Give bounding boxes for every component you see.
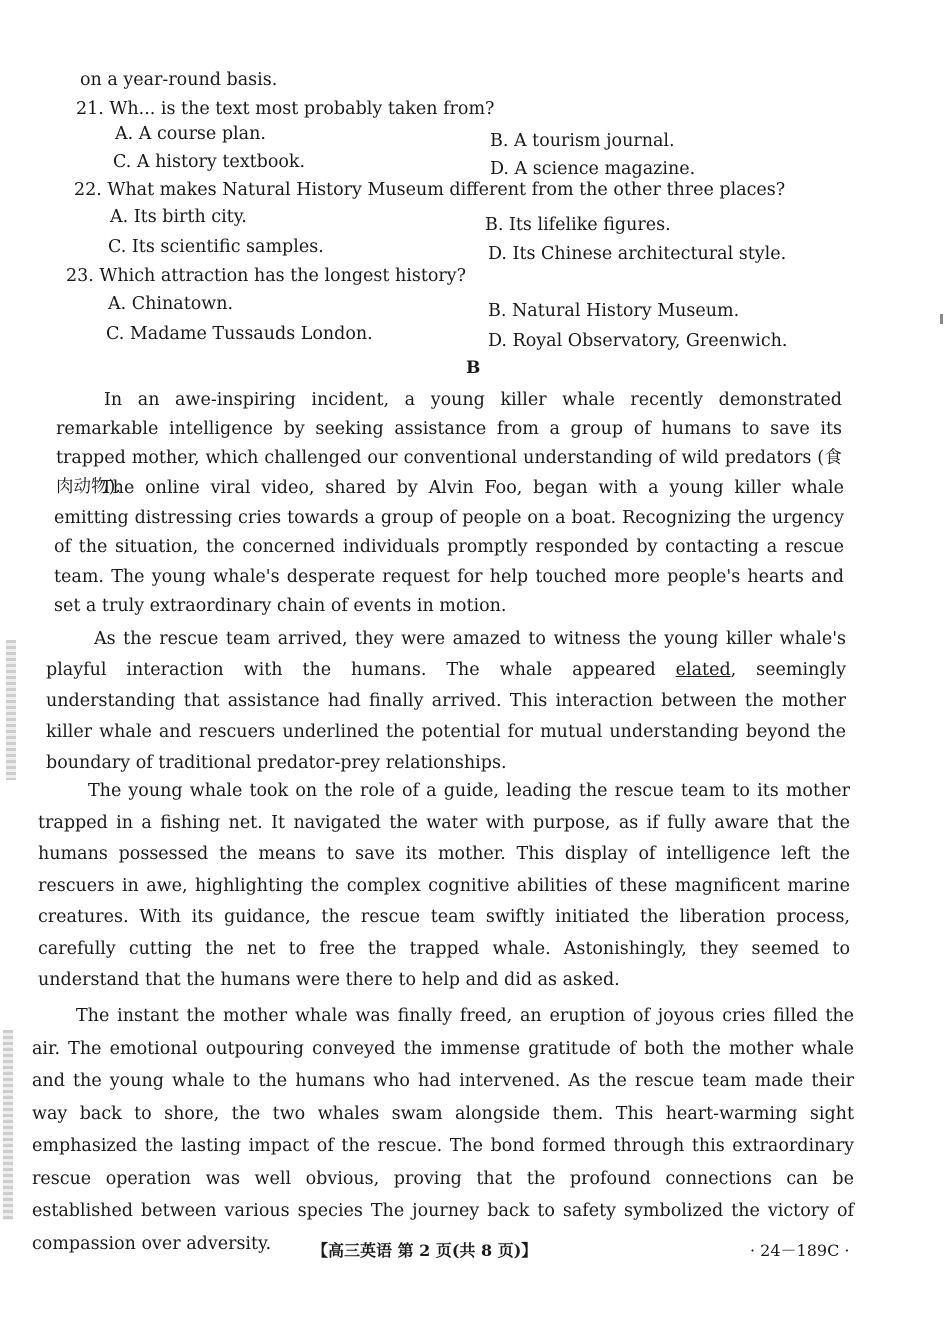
question-21-stem: 21. Wh... is the text most probably taken from? [76,99,495,119]
question-23-option-d: D. Royal Observatory, Greenwich. [488,331,788,351]
page-footer-code: · 24－189C · [750,1241,850,1260]
question-22-stem: 22. What makes Natural History Museum different from the other three places? [74,180,786,200]
passage-paragraph-3-part-1: As the rescue team arrived, they were amazed to witness the young killer whale's playful interaction with the humans. The whale appeared [46,629,846,680]
page-footer-label: 【高三英语 第 2 页(共 8 页)】 [312,1241,538,1260]
margin-scan-artifact-bottom [3,1030,13,1220]
question-23-option-b: B. Natural History Museum. [488,301,740,321]
question-21-option-a: A. A course plan. [115,124,266,144]
section-heading: B [466,358,481,378]
right-margin-mark [940,314,943,324]
question-23-option-a: A. Chinatown. [108,294,234,314]
passage-paragraph-5-text: The instant the mother whale was finally freed, an eruption of joyous cries filled the air. The emotional outpouring conveyed the immense gratitude of both the mother whale and the young whale to the humans who had intervened. As the rescue team made their way back to shore, the two whales swam alongside them. This heart-warming sight emphasized the lasting impact of the rescue. The bond formed through this extraordinary rescue operation was well obvious, proving that the profound connections can be established between various species The journey back to safety symbolized the victory of compassion over adversity. [32,1006,854,1254]
passage-paragraph-2-text: The online viral video, shared by Alvin Foo, began with a young killer whale emitting distressing cries towards a group of people on a boat. Recognizing the urgency of the situation, the concerned individuals promptly responded by contacting a rescue team. The young whale's desperate request for help touched more people's hearts and set a truly extraordinary chain of events in motion. [54,478,844,616]
question-23-stem: 23. Which attraction has the longest history? [66,266,467,286]
passage-paragraph-2 [54,474,844,622]
question-22-option-a: A. Its birth city. [110,207,247,227]
passage-paragraph-1-text: In an awe-inspiring incident, a young killer whale recently demonstrated remarkable intelligence by seeking assistance from a group of humans to save its trapped mother, which challenged our conventional understanding of wild predators (食肉动物). [56,390,842,497]
underlined-word-elated: elated [675,660,731,680]
question-23-option-c: C. Madame Tussauds London. [106,324,373,344]
question-22-option-b: B. Its lifelike figures. [485,215,671,235]
margin-scan-artifact-top [6,640,16,780]
passage-paragraph-5 [32,1000,854,1260]
passage-paragraph-4 [38,776,850,997]
passage-paragraph-3 [46,624,846,779]
passage-paragraph-4-text: The young whale took on the role of a guide, leading the rescue team to its mother trapped in a fishing net. It navigated the water with purpose, as if fully aware that the humans possessed the means to save its mother. This display of intelligence left the rescuers in awe, highlighting the complex cognitive abilities of these magnificent marine creatures. With its guidance, the rescue team swiftly initiated the liberation process, carefully cutting the net to free the trapped whale. Astonishingly, they seemed to understand that the humans were there to help and did as asked. [38,781,850,990]
question-21-option-d: D. A science magazine. [490,159,696,179]
passage-paragraph-3-part-2: , seemingly understanding that assistance had finally arrived. This interaction between the mother killer whale and rescuers underlined the potential for mutual understanding beyond the boundary of traditional predator-prey relationships. [46,660,846,773]
question-21-option-b: B. A tourism journal. [490,131,675,151]
passage-paragraph-3-text [46,624,846,779]
question-22-option-d: D. Its Chinese architectural style. [488,244,787,264]
question-22-option-c: C. Its scientific samples. [108,237,324,257]
question-21-option-c: C. A history textbook. [113,152,306,172]
intro-tail-text: on a year-round basis. [80,70,278,90]
